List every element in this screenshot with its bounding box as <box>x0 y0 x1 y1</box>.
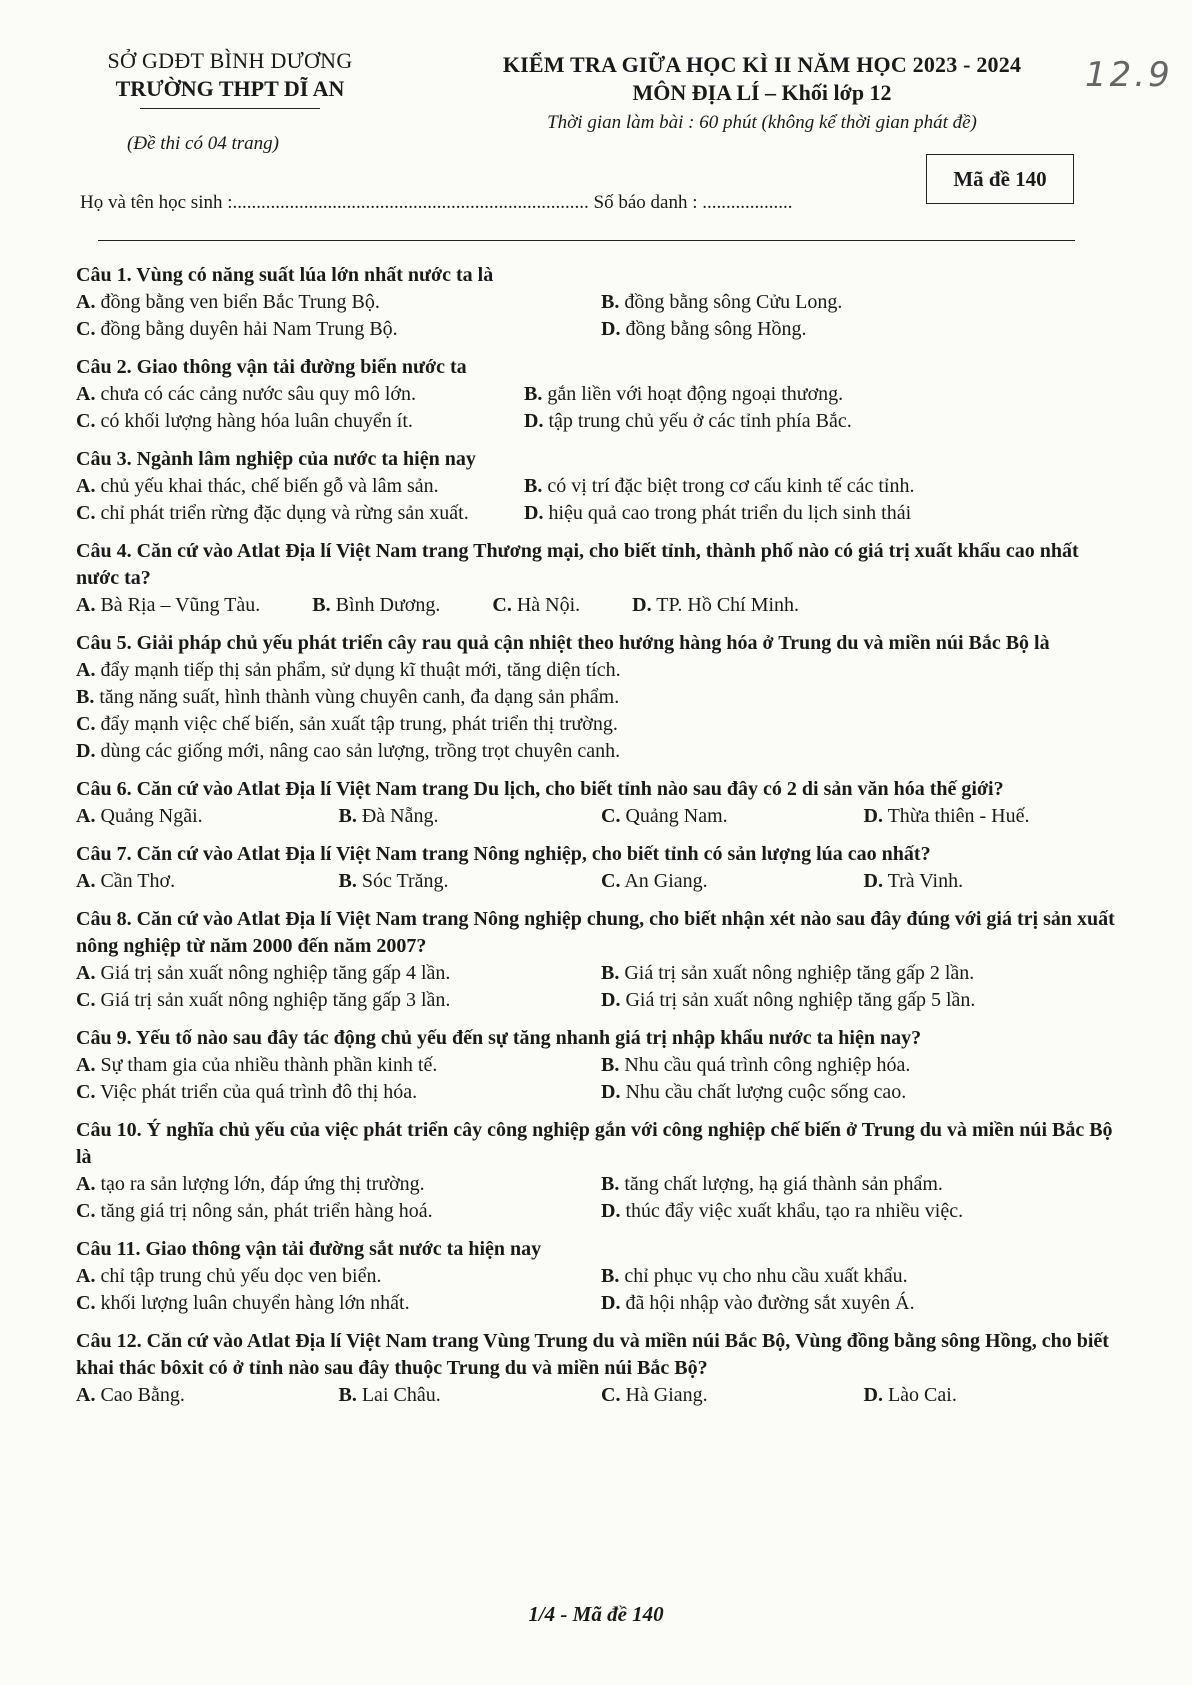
option-letter: A. <box>76 475 96 497</box>
student-name-label: Họ và tên học sinh : <box>80 192 233 213</box>
option-text: chỉ tập trung chủ yếu dọc ven biển. <box>100 1265 382 1287</box>
option-text: chỉ phục vụ cho nhu cầu xuất khẩu. <box>624 1265 908 1287</box>
answer-option-a[interactable] <box>76 868 339 895</box>
option-letter: C. <box>76 1200 96 1222</box>
question-stem: Câu 12. Căn cứ vào Atlat Địa lí Việt Nam trang Vùng Trung du và miền núi Bắc Bộ, Vùng đồng bằng sông Hồng, cho biết khai thác bôxit có ở tỉnh nào sau đây thuộc Trung du và miền núi Bắc Bộ? <box>76 1330 1109 1379</box>
option-text: hiệu quả cao trong phát triển du lịch sinh thái <box>548 502 912 524</box>
option-text: đồng bằng duyên hải Nam Trung Bộ. <box>100 318 398 340</box>
header-divider <box>98 240 1075 241</box>
option-text: Quảng Ngãi. <box>100 805 203 827</box>
answer-option-b[interactable] <box>601 1171 1126 1198</box>
header-left <box>80 48 380 109</box>
option-text: tạo ra sản lượng lớn, đáp ứng thị trường. <box>100 1173 425 1195</box>
option-letter: D. <box>601 1081 621 1103</box>
question-list <box>76 262 1126 1420</box>
exam-code-box: Mã đề 140 <box>926 154 1074 204</box>
option-text: Lào Cai. <box>887 1384 957 1406</box>
option-letter: C. <box>76 1292 96 1314</box>
option-letter: D. <box>863 870 883 892</box>
option-letter: A. <box>76 805 96 827</box>
option-text: Giá trị sản xuất nông nghiệp tăng gấp 5 lần. <box>625 989 976 1011</box>
option-row <box>76 289 1126 316</box>
answer-option-d[interactable] <box>864 868 1127 895</box>
option-text: có vị trí đặc biệt trong cơ cấu kinh tế các tỉnh. <box>547 475 915 497</box>
option-letter: A. <box>76 1265 96 1287</box>
option-letter: C. <box>76 989 96 1011</box>
option-letter: C. <box>76 410 96 432</box>
option-text: Cao Bằng. <box>100 1384 185 1406</box>
option-row <box>76 1382 1126 1409</box>
answer-option-d[interactable] <box>524 500 911 527</box>
option-letter: C. <box>601 805 621 827</box>
option-letter: C. <box>76 502 96 524</box>
question-8 <box>76 906 1126 1014</box>
option-row <box>76 316 1126 343</box>
option-text: Sự tham gia của nhiều thành phần kinh tế. <box>100 1054 438 1076</box>
question-stem: Câu 1. Vùng có năng suất lúa lớn nhất nước ta là <box>76 264 494 286</box>
question-6 <box>76 776 1126 830</box>
answer-option-b[interactable] <box>312 592 440 619</box>
option-text: Đà Nẵng. <box>361 805 439 827</box>
answer-option-b[interactable] <box>601 1263 1126 1290</box>
option-text: tập trung chủ yếu ở các tỉnh phía Bắc. <box>548 410 852 432</box>
answer-option-b[interactable] <box>524 381 843 408</box>
answer-option-c[interactable] <box>492 592 580 619</box>
option-text: đã hội nhập vào đường sắt xuyên Á. <box>625 1292 915 1314</box>
option-letter: A. <box>76 291 96 313</box>
answer-option-c[interactable] <box>76 711 1126 738</box>
option-row <box>76 1263 1126 1290</box>
answer-option-d[interactable] <box>601 316 1126 343</box>
answer-option-d[interactable] <box>601 1290 1126 1317</box>
option-letter: C. <box>601 870 621 892</box>
question-3 <box>76 446 1126 527</box>
option-text: Giá trị sản xuất nông nghiệp tăng gấp 4 lần. <box>100 962 451 984</box>
option-text: tăng chất lượng, hạ giá thành sản phẩm. <box>624 1173 943 1195</box>
option-row <box>76 868 1126 895</box>
option-letter: A. <box>76 1173 96 1195</box>
answer-option-d[interactable] <box>76 738 1126 765</box>
question-4 <box>76 538 1126 619</box>
answer-option-a[interactable] <box>76 289 601 316</box>
option-text: Cần Thơ. <box>100 870 176 892</box>
question-7 <box>76 841 1126 895</box>
question-stem: Câu 9. Yếu tố nào sau đây tác động chủ yếu đến sự tăng nhanh giá trị nhập khẩu nước ta hiện nay? <box>76 1027 922 1049</box>
answer-option-a[interactable] <box>76 657 1126 684</box>
option-letter: A. <box>76 1054 96 1076</box>
option-letter: B. <box>601 1265 620 1287</box>
option-letter: A. <box>76 383 96 405</box>
question-12 <box>76 1328 1126 1409</box>
option-text: Trà Vinh. <box>887 870 964 892</box>
answer-option-b[interactable] <box>601 960 1126 987</box>
option-letter: C. <box>76 1081 96 1103</box>
option-letter: D. <box>76 740 96 762</box>
option-text: tăng giá trị nông sản, phát triển hàng hoá. <box>100 1200 433 1222</box>
option-row <box>76 803 1126 830</box>
answer-option-a[interactable] <box>76 1171 601 1198</box>
option-row <box>76 592 1126 619</box>
question-stem: Câu 11. Giao thông vận tải đường sắt nước ta hiện nay <box>76 1238 542 1260</box>
answer-option-b[interactable] <box>339 803 602 830</box>
option-row <box>76 1052 1126 1079</box>
option-text: chủ yếu khai thác, chế biến gỗ và lâm sản. <box>100 475 439 497</box>
option-text: Lai Châu. <box>361 1384 441 1406</box>
option-letter: B. <box>601 1173 620 1195</box>
option-letter: B. <box>338 870 357 892</box>
question-stem: Câu 5. Giải pháp chủ yếu phát triển cây rau quả cận nhiệt theo hướng hàng hóa ở Trung du và miền núi Bắc Bộ là <box>76 632 1050 654</box>
option-text: Nhu cầu quá trình công nghiệp hóa. <box>624 1054 911 1076</box>
option-text: tăng năng suất, hình thành vùng chuyên canh, đa dạng sản phẩm. <box>99 686 620 708</box>
answer-option-b[interactable] <box>339 1382 602 1409</box>
option-text: đồng bằng sông Cửu Long. <box>624 291 843 313</box>
answer-option-d[interactable] <box>864 1382 1127 1409</box>
option-letter: B. <box>338 805 357 827</box>
option-text: chưa có các cảng nước sâu quy mô lớn. <box>100 383 416 405</box>
option-letter: B. <box>601 291 620 313</box>
option-letter: A. <box>76 870 96 892</box>
answer-option-c[interactable] <box>601 1382 864 1409</box>
option-text: Thừa thiên - Huế. <box>887 805 1030 827</box>
answer-option-a[interactable] <box>76 381 524 408</box>
answer-option-c[interactable] <box>76 316 601 343</box>
option-text: Bình Dương. <box>335 594 441 616</box>
answer-option-c[interactable] <box>76 408 524 435</box>
option-row <box>76 960 1126 987</box>
option-text: thúc đẩy việc xuất khẩu, tạo ra nhiều việc. <box>625 1200 964 1222</box>
option-letter: D. <box>863 805 883 827</box>
option-row <box>76 1079 1126 1106</box>
school-underline <box>140 108 320 109</box>
answer-option-c[interactable] <box>76 500 524 527</box>
option-letter: D. <box>601 989 621 1011</box>
question-stem: Câu 6. Căn cứ vào Atlat Địa lí Việt Nam trang Du lịch, cho biết tỉnh nào sau đây có 2 di sản văn hóa thế giới? <box>76 778 1004 800</box>
answer-option-b[interactable] <box>601 1052 1126 1079</box>
option-letter: B. <box>601 1054 620 1076</box>
question-10 <box>76 1117 1126 1225</box>
option-letter: B. <box>338 1384 357 1406</box>
exam-subject: MÔN ĐỊA LÍ – Khối lớp 12 <box>632 80 892 105</box>
option-row <box>76 500 1126 527</box>
answer-option-a[interactable] <box>76 1263 601 1290</box>
option-letter: D. <box>524 410 544 432</box>
option-letter: D. <box>863 1384 883 1406</box>
answer-option-b[interactable] <box>601 289 1126 316</box>
option-letter: C. <box>76 318 96 340</box>
answer-option-a[interactable] <box>76 803 339 830</box>
option-text: khối lượng luân chuyển hàng lớn nhất. <box>100 1292 410 1314</box>
option-letter: D. <box>524 502 544 524</box>
option-text: đồng bằng sông Hồng. <box>625 318 807 340</box>
answer-option-a[interactable] <box>76 592 260 619</box>
answer-option-a[interactable] <box>76 473 524 500</box>
option-letter: B. <box>524 383 543 405</box>
answer-option-c[interactable] <box>76 987 601 1014</box>
option-text: đẩy mạnh việc chế biến, sản xuất tập trung, phát triển thị trường. <box>100 713 618 735</box>
pages-note: (Đề thi có 04 trang) <box>127 133 279 154</box>
option-text: Nhu cầu chất lượng cuộc sống cao. <box>625 1081 907 1103</box>
option-text: có khối lượng hàng hóa luân chuyển ít. <box>100 410 413 432</box>
answer-option-c[interactable] <box>601 803 864 830</box>
answer-option-d[interactable] <box>864 803 1127 830</box>
student-id-field[interactable]: ................... <box>702 192 793 213</box>
option-letter: B. <box>601 962 620 984</box>
option-row <box>76 987 1126 1014</box>
option-text: đẩy mạnh tiếp thị sản phẩm, sử dụng kĩ thuật mới, tăng diện tích. <box>100 659 621 681</box>
option-text: Hà Nội. <box>516 594 581 616</box>
answer-option-b[interactable] <box>339 868 602 895</box>
option-letter: D. <box>601 1200 621 1222</box>
question-stem: Câu 7. Căn cứ vào Atlat Địa lí Việt Nam trang Nông nghiệp, cho biết tỉnh có sản lượng lúa cao nhất? <box>76 843 931 865</box>
option-row <box>76 408 1126 435</box>
answer-option-c[interactable] <box>76 1198 601 1225</box>
exam-title: KIỂM TRA GIỮA HỌC KÌ II NĂM HỌC 2023 - 2024 <box>502 52 1022 77</box>
department-name: SỞ GDĐT BÌNH DƯƠNG <box>107 48 353 73</box>
question-11 <box>76 1236 1126 1317</box>
school-name: TRƯỜNG THPT DĨ AN <box>115 76 345 101</box>
answer-option-d[interactable] <box>601 1198 1126 1225</box>
option-text: Giá trị sản xuất nông nghiệp tăng gấp 3 lần. <box>100 989 451 1011</box>
option-text: Bà Rịa – Vũng Tàu. <box>100 594 261 616</box>
handwritten-mark: 12.9 <box>1085 55 1173 95</box>
question-stem: Câu 10. Ý nghĩa chủ yếu của việc phát triển cây công nghiệp gắn với công nghiệp chế biến ở Trung du và miền núi Bắc Bộ là <box>76 1119 1113 1168</box>
option-letter: B. <box>524 475 543 497</box>
option-text: dùng các giống mới, nâng cao sản lượng, trồng trọt chuyên canh. <box>100 740 621 762</box>
question-stem: Câu 2. Giao thông vận tải đường biển nước ta <box>76 356 467 378</box>
student-id-label: Số báo danh : <box>593 192 698 213</box>
answer-option-a[interactable] <box>76 1052 601 1079</box>
option-letter: A. <box>76 594 96 616</box>
option-text: Giá trị sản xuất nông nghiệp tăng gấp 2 lần. <box>624 962 975 984</box>
option-letter: A. <box>76 962 96 984</box>
option-letter: A. <box>76 659 96 681</box>
option-row <box>76 473 1126 500</box>
option-letter: D. <box>601 318 621 340</box>
option-row <box>76 1171 1126 1198</box>
question-stem: Câu 8. Căn cứ vào Atlat Địa lí Việt Nam trang Nông nghiệp chung, cho biết nhận xét nào sau đây đúng với giá trị sản xuất nông nghiệp từ năm 2000 đến năm 2007? <box>76 908 1115 957</box>
option-text: Sóc Trăng. <box>361 870 449 892</box>
answer-option-b[interactable] <box>76 684 1126 711</box>
option-text: An Giang. <box>624 870 708 892</box>
question-9 <box>76 1025 1126 1106</box>
answer-option-b[interactable] <box>524 473 914 500</box>
question-5 <box>76 630 1126 765</box>
option-letter: D. <box>632 594 652 616</box>
option-row <box>76 381 1126 408</box>
option-row <box>76 1290 1126 1317</box>
question-1 <box>76 262 1126 343</box>
answer-option-d[interactable] <box>524 408 852 435</box>
option-letter: A. <box>76 1384 96 1406</box>
option-letter: C. <box>601 1384 621 1406</box>
option-row <box>76 1198 1126 1225</box>
option-text: chỉ phát triển rừng đặc dụng và rừng sản xuất. <box>100 502 469 524</box>
page-footer: 1/4 - Mã đề 140 <box>528 1602 664 1626</box>
question-stem: Câu 4. Căn cứ vào Atlat Địa lí Việt Nam trang Thương mại, cho biết tỉnh, thành phố nào có giá trị xuất khẩu cao nhất nước ta? <box>76 540 1079 589</box>
option-letter: C. <box>76 713 96 735</box>
answer-option-d[interactable] <box>601 1079 1126 1106</box>
exam-time: Thời gian làm bài : 60 phút (không kể thời gian phát đề) <box>547 112 977 133</box>
student-info-line <box>80 192 792 214</box>
option-letter: D. <box>601 1292 621 1314</box>
option-text: TP. Hồ Chí Minh. <box>656 594 800 616</box>
answer-option-c[interactable] <box>76 1079 601 1106</box>
option-letter: B. <box>76 686 95 708</box>
option-letter: C. <box>492 594 512 616</box>
option-letter: B. <box>312 594 331 616</box>
option-text: gắn liền với hoạt động ngoại thương. <box>547 383 844 405</box>
answer-option-a[interactable] <box>76 960 601 987</box>
answer-option-c[interactable] <box>601 868 864 895</box>
option-text: Việc phát triển của quá trình đô thị hóa. <box>100 1081 418 1103</box>
question-2 <box>76 354 1126 435</box>
option-text: đồng bằng ven biển Bắc Trung Bộ. <box>100 291 380 313</box>
question-stem: Câu 3. Ngành lâm nghiệp của nước ta hiện nay <box>76 448 476 470</box>
answer-option-d[interactable] <box>601 987 1126 1014</box>
option-text: Quảng Nam. <box>625 805 728 827</box>
answer-option-a[interactable] <box>76 1382 339 1409</box>
option-text: Hà Giang. <box>625 1384 708 1406</box>
header-right <box>452 52 1072 134</box>
student-name-field[interactable]: ........................................................................... <box>232 192 589 213</box>
answer-option-d[interactable] <box>632 592 799 619</box>
answer-option-c[interactable] <box>76 1290 601 1317</box>
